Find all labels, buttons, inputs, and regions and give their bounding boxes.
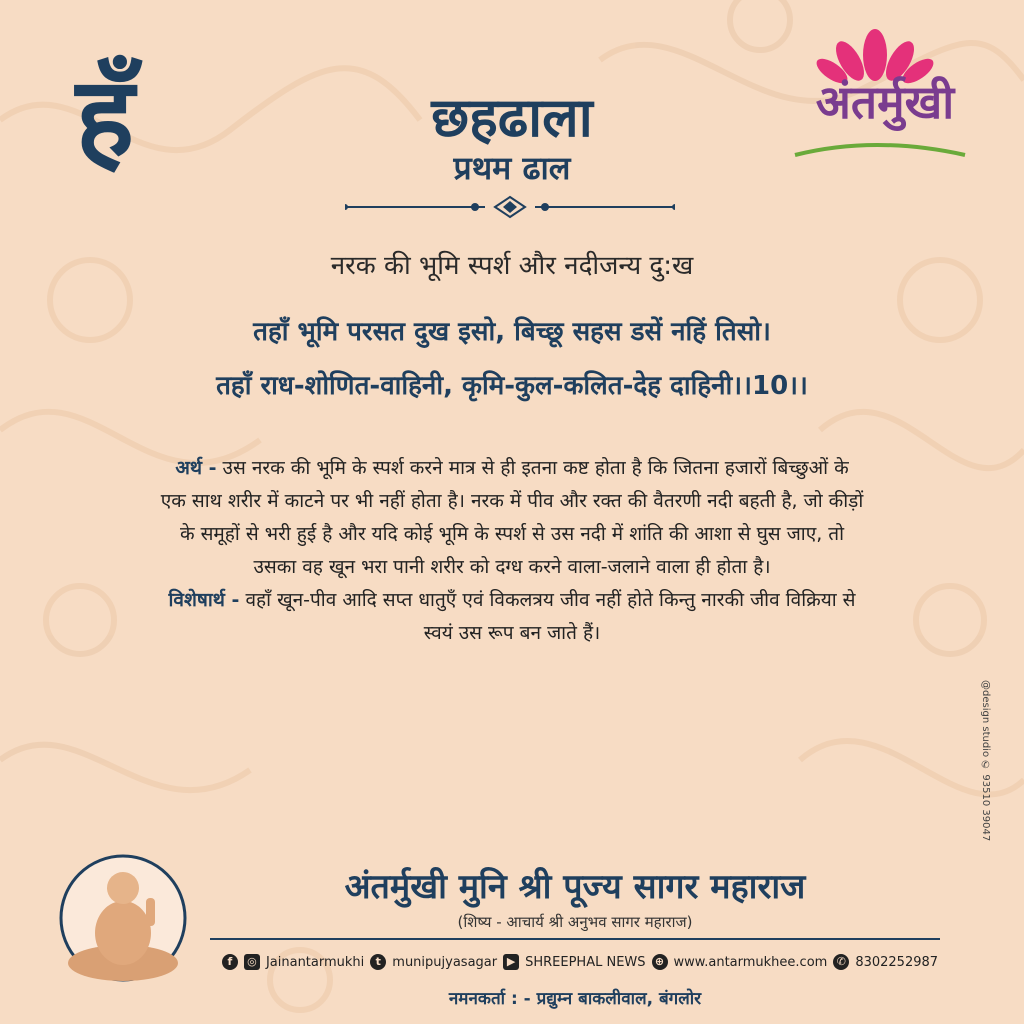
- maharaj-name: अंतर्मुखी मुनि श्री पूज्य सागर महाराज: [344, 867, 806, 907]
- facebook-handle[interactable]: Jainantarmukhi: [265, 954, 365, 970]
- meaning-label: अर्थ -: [175, 457, 217, 479]
- design-credit: @design studio ✆ 93510 39047: [980, 680, 991, 842]
- instagram-icon[interactable]: ◎: [244, 954, 260, 970]
- meaning-text: उस नरक की भूमि के स्पर्श करने मात्र से ही इतना कष्ट होता है कि जितना हजारों बिच्छुओं के एक साथ शरीर में काटने पर भी नहीं होता है। नरक में पीव और रक्त की वैतरणी नदी बहती है, जो कीड़ों के समूहों से भरी हुई है और यदि कोई भूमि के स्पर्श से उस नदी में शांति की आशा से घुस जाए, तो उसका वह खून भरा पानी शरीर को दग्ध करने वाला-जलाने वाला ही होता है।: [160, 457, 864, 578]
- youtube-icon[interactable]: ▶: [503, 954, 519, 970]
- footer-divider: [210, 938, 940, 940]
- facebook-icon[interactable]: f: [222, 954, 238, 970]
- whatsapp-number[interactable]: 8302252987: [855, 954, 939, 970]
- brand-name: अंतर्मुखी: [815, 75, 955, 129]
- special-meaning-label: विशेषार्थ -: [168, 589, 240, 611]
- twitter-icon[interactable]: t: [370, 954, 386, 970]
- whatsapp-icon: ✆: [833, 954, 849, 970]
- namankarta-line: नमनकर्ता : - प्रद्युम्न बाकलीवाल, बंगलोर: [448, 989, 702, 1009]
- svg-text:हँ: हँ: [75, 53, 135, 180]
- page-title: छहढाला: [431, 86, 593, 149]
- twitter-handle[interactable]: munipujyasagar: [392, 954, 498, 970]
- ornamental-divider: [345, 195, 675, 219]
- verse-line-2: तहाँ राध-शोणित-वाहिनी, कृमि-कुल-कलित-देह दाहिनी।।10।।: [216, 371, 808, 401]
- globe-icon: ⊕: [652, 954, 668, 970]
- disciple-line: (शिष्य - आचार्य श्री अनुभव सागर महाराज): [457, 913, 693, 931]
- special-meaning-text: वहाँ खून-पीव आदि सप्त धातुएँ एवं विकलत्रय जीव नहीं होते किन्तु नारकी जीव विक्रिया से स्वयं उस रूप बन जाते हैं।: [245, 589, 856, 644]
- section-heading: नरक की भूमि स्पर्श और नदीजन्य दु:ख: [330, 251, 694, 281]
- youtube-channel[interactable]: SHREEPHAL NEWS: [525, 954, 646, 970]
- page-subtitle: प्रथम ढाल: [453, 149, 571, 187]
- monk-avatar: [58, 838, 188, 988]
- meaning-block: [160, 452, 864, 650]
- website-link[interactable]: www.antarmukhee.com: [673, 954, 828, 970]
- social-links: [200, 954, 960, 970]
- verse-line-1: तहाँ भूमि परसत दुख इसो, बिच्छू सहस डसें नहिं तिसो।: [253, 317, 771, 347]
